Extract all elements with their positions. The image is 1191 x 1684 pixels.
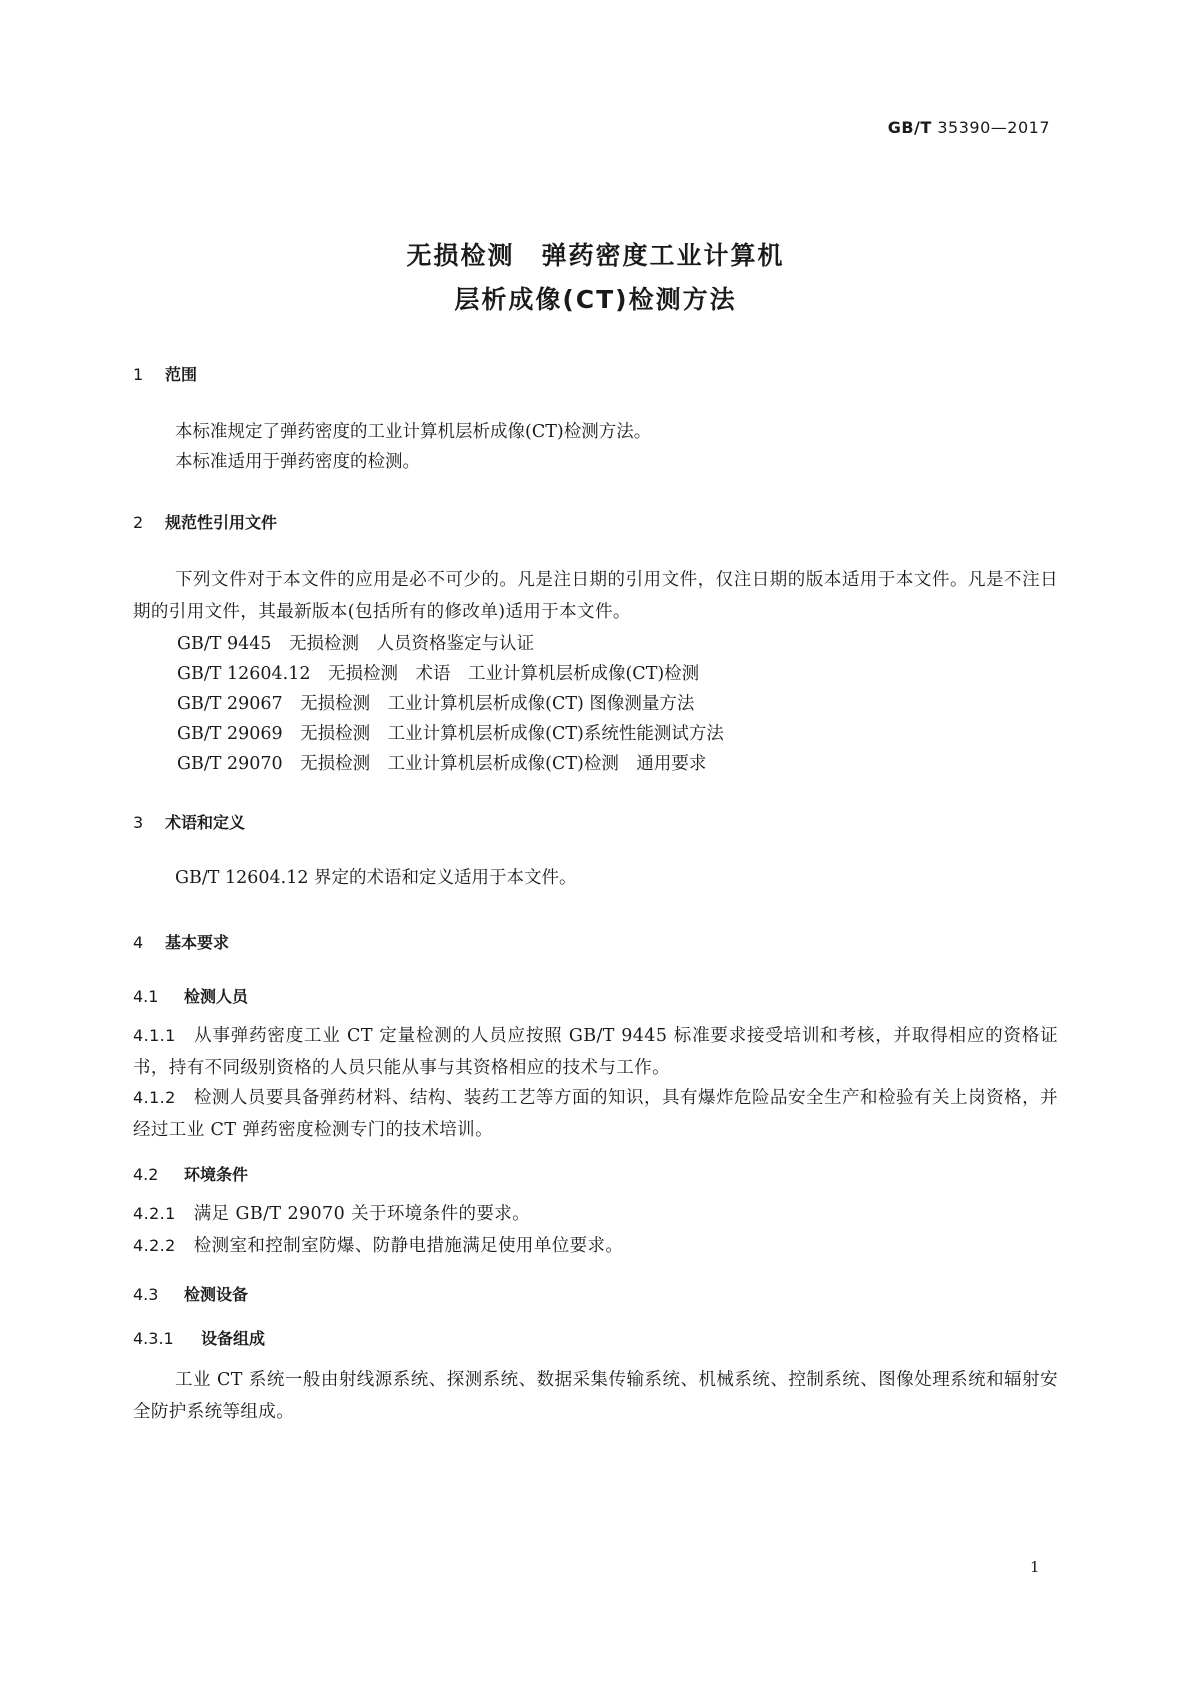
clause-4-2-2 — [133, 1230, 1058, 1262]
paragraph: 本标准规定了弹药密度的工业计算机层析成像(CT)检测方法。 — [175, 422, 652, 442]
paragraph: 下列文件对于本文件的应用是必不可少的。凡是注日期的引用文件，仅注日期的版本适用于本文件。凡是不注日期的引用文件，其最新版本(包括所有的修改单)适用于本文件。 — [133, 570, 1058, 622]
section-heading-4 — [133, 930, 229, 953]
section-title: 范围 — [165, 365, 198, 384]
subsection-heading-4-2 — [133, 1162, 248, 1185]
clause-text: 检测室和控制室防爆、防静电措施满足使用单位要求。 — [193, 1236, 624, 1256]
section-title: 术语和定义 — [165, 813, 246, 832]
section-number: 3 — [133, 813, 144, 832]
paragraph: 本标准适用于弹药密度的检测。 — [175, 452, 420, 472]
clause-4-2-1 — [133, 1198, 1058, 1230]
clause-4-1-1 — [133, 1020, 1058, 1084]
subsection-number: 4.1 — [133, 987, 159, 1006]
section-number: 4 — [133, 933, 144, 952]
document-title-line-1: 无损检测 弹药密度工业计算机 — [406, 241, 785, 270]
subsection-title: 设备组成 — [201, 1329, 266, 1348]
section-title: 基本要求 — [165, 933, 230, 952]
reference-item: GB/T 29069 无损检测 工业计算机层析成像(CT)系统性能测试方法 — [177, 724, 724, 744]
subsection-heading-4-3 — [133, 1282, 248, 1305]
clause-4-1-2 — [133, 1082, 1058, 1146]
subsection-heading-4-1 — [133, 984, 248, 1007]
section-number: 2 — [133, 513, 144, 532]
standard-number: 35390—2017 — [937, 118, 1050, 137]
paragraph: GB/T 12604.12 界定的术语和定义适用于本文件。 — [175, 868, 577, 888]
reference-item: GB/T 9445 无损检测 人员资格鉴定与认证 — [177, 634, 535, 654]
section-heading-1 — [133, 362, 197, 385]
section-title: 规范性引用文件 — [165, 513, 278, 532]
subsection-title: 检测设备 — [184, 1285, 249, 1304]
reference-item: GB/T 12604.12 无损检测 术语 工业计算机层析成像(CT)检测 — [177, 664, 700, 684]
clause-text: 检测人员要具备弹药材料、结构、装药工艺等方面的知识，具有爆炸危险品安全生产和检验有关上岗资格，并经过工业 CT 弹药密度检测专门的技术培训。 — [133, 1088, 1058, 1140]
clause-text: 从事弹药密度工业 CT 定量检测的人员应按照 GB/T 9445 标准要求接受培训和考核，并取得相应的资格证书，持有不同级别资格的人员只能从事与其资格相应的技术与工作。 — [133, 1026, 1058, 1078]
subsection-title: 环境条件 — [184, 1165, 249, 1184]
reference-item: GB/T 29067 无损检测 工业计算机层析成像(CT) 图像测量方法 — [177, 694, 695, 714]
document-title-line-2: 层析成像(CT)检测方法 — [454, 285, 737, 314]
section-heading-3 — [133, 810, 245, 833]
reference-item: GB/T 29070 无损检测 工业计算机层析成像(CT)检测 通用要求 — [177, 754, 707, 774]
paragraph: 工业 CT 系统一般由射线源系统、探测系统、数据采集传输系统、机械系统、控制系统、图像处理系统和辐射安全防护系统等组成。 — [133, 1370, 1058, 1422]
clause-number: 4.2.2 — [133, 1236, 176, 1255]
clause-number: 4.1.1 — [133, 1026, 176, 1045]
page-number: 1 — [1030, 1558, 1040, 1576]
standard-prefix: GB/T — [887, 118, 932, 137]
standard-code — [800, 118, 1050, 137]
subsection-title: 检测人员 — [184, 987, 249, 1006]
subsection-number: 4.3.1 — [133, 1329, 174, 1348]
clause-text: 满足 GB/T 29070 关于环境条件的要求。 — [193, 1204, 531, 1224]
section-number: 1 — [133, 365, 144, 384]
section-heading-2 — [133, 510, 277, 533]
subsection-number: 4.2 — [133, 1165, 159, 1184]
subsection-number: 4.3 — [133, 1285, 159, 1304]
clause-number: 4.1.2 — [133, 1088, 176, 1107]
clause-number: 4.2.1 — [133, 1204, 176, 1223]
subsection-heading-4-3-1 — [133, 1326, 265, 1349]
